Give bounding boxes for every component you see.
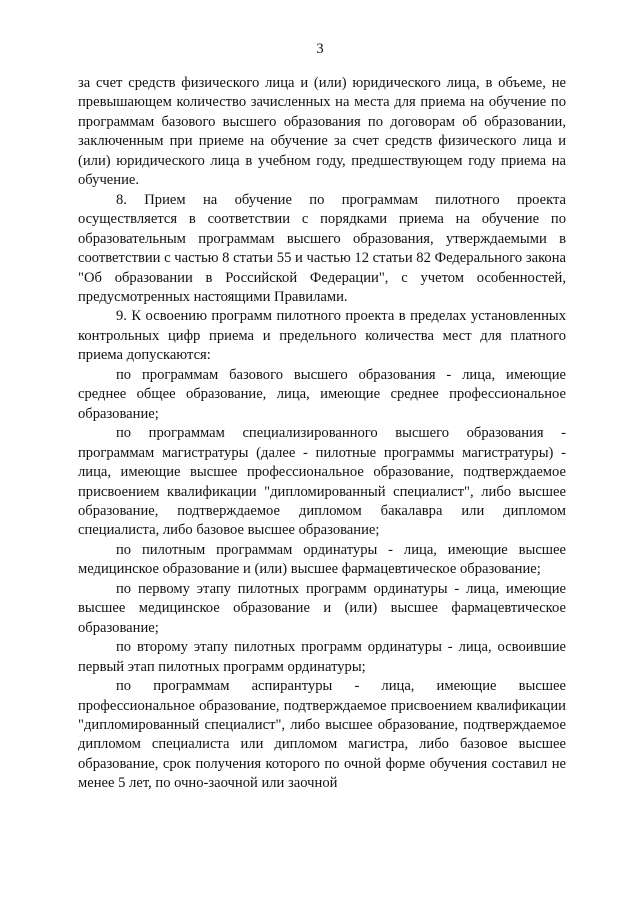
page-number: 3	[316, 41, 324, 57]
paragraph: за счет средств физического лица и (или) юридического лица, в объеме, не превышающем количество зачисленных на места для приема на обучение по программам базового высшего образования по договорам об образовании, заключенным при приеме на обучение за счет средств физического лица и (или) юридического лица в учебном году, предшествующем году приема на обучение.	[78, 75, 566, 189]
paragraph: 8. Прием на обучение по программам пилотного проекта осуществляется в соответствии с порядками приема на обучение по образовательным программам высшего образования, утверждаемыми в соответствии с частью 8 статьи 55 и частью 12 статьи 82 Федерального закона "Об образовании в Российской Федерации", с учетом особенностей, предусмотренных настоящими Правилами.	[78, 191, 566, 305]
paragraph: 9. К освоению программ пилотного проекта в пределах установленных контрольных цифр приема и предельного количества мест для платного приема допускаются:	[78, 308, 566, 364]
document-body	[78, 74, 566, 794]
paragraph: по пилотным программам ординатуры - лица, имеющие высшее медицинское образование и (или) высшее фармацевтическое образование;	[78, 541, 566, 578]
paragraph: по первому этапу пилотных программ ординатуры - лица, имеющие высшее медицинское образование и (или) высшее фармацевтическое образование;	[78, 580, 566, 636]
paragraph: по программам базового высшего образования - лица, имеющие среднее общее образование, лица, имеющие среднее профессиональное образование;	[78, 366, 566, 422]
paragraph: по программам аспирантуры - лица, имеющие высшее профессиональное образование, подтверждаемое присвоением квалификации "дипломированный специалист", либо высшее образование, подтверждаемое дипломом специалиста или дипломом магистра, либо базовое высшее образование, срок получения которого по очной форме обучения составил не менее 5 лет, по очно-заочной или заочной	[78, 678, 566, 792]
paragraph: по второму этапу пилотных программ ординатуры - лица, освоившие первый этап пилотных программ ординатуры;	[78, 639, 566, 675]
paragraph: по программам специализированного высшего образования - программам магистратуры (далее - пилотные программы магистратуры) - лица, имеющие высшее профессиональное образование, подтверждаемое присвоением квалификации "дипломированный специалист", либо высшее образование, подтверждаемое дипломом бакалавра или дипломом специалиста, либо базовое высшее образование;	[78, 425, 566, 539]
